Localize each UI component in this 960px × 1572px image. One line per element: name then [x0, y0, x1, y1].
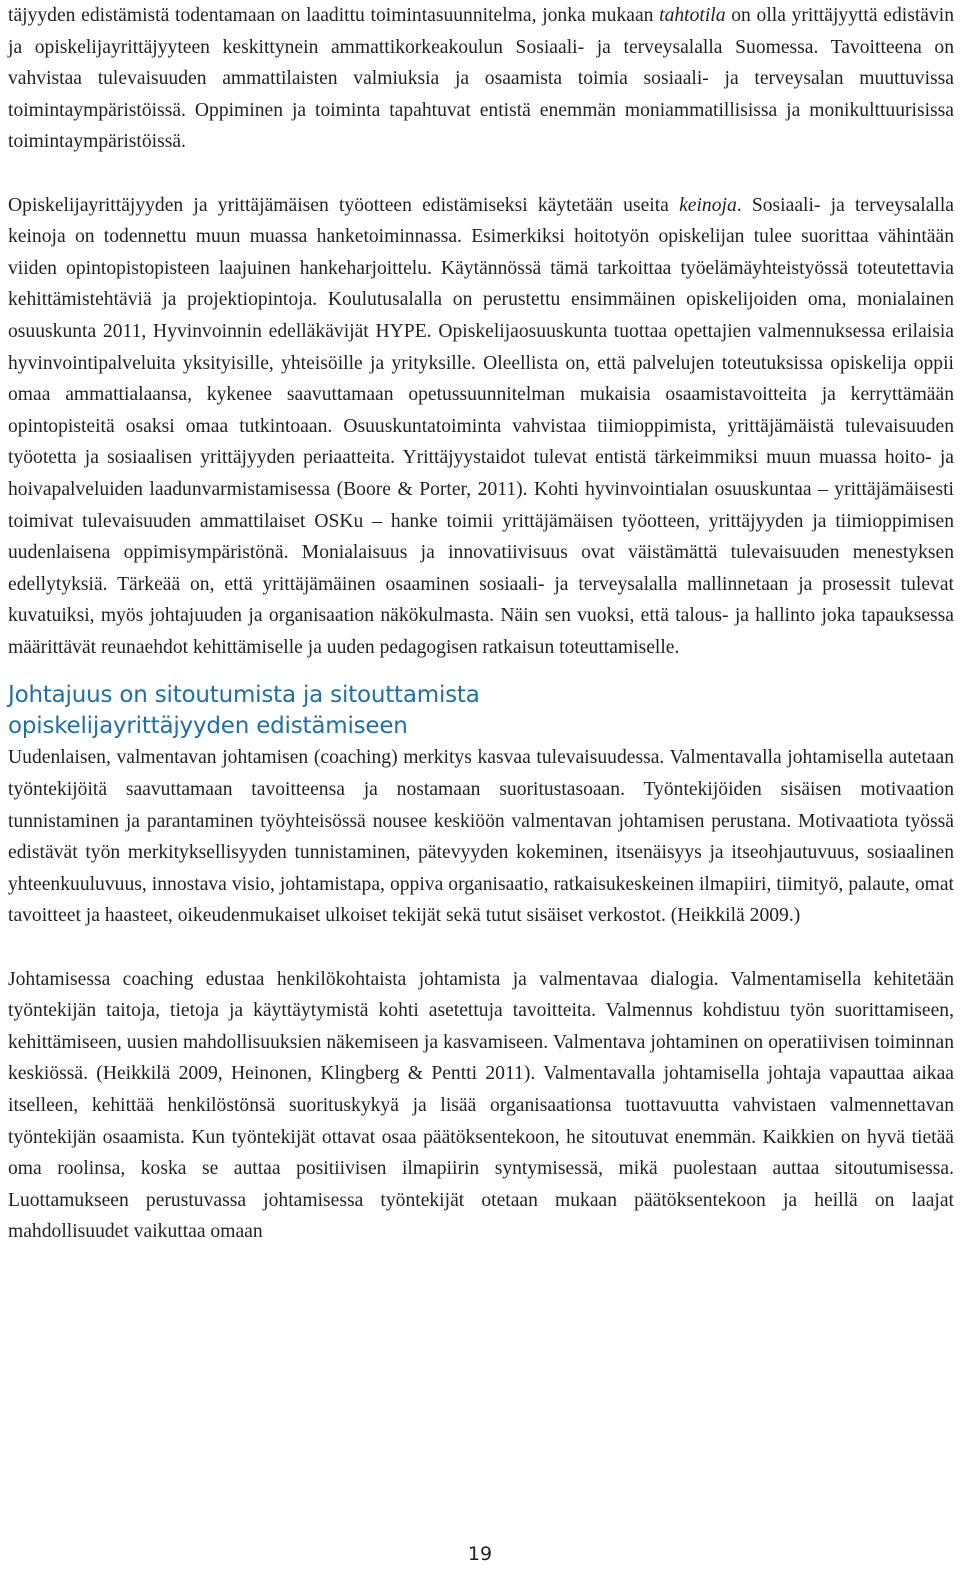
emphasis-tahtotila: tahtotila	[659, 5, 726, 26]
section-heading-line-1: Johtajuus on sitoutumista ja sitouttamista	[8, 682, 480, 709]
page-number: 19	[467, 1543, 493, 1565]
paragraph-gap	[8, 932, 954, 964]
paragraph-gap	[8, 158, 954, 190]
section-heading-line-2: opiskelijayrittäjyyden edistämiseen	[8, 713, 408, 740]
paragraph-1: täjyyden edistämistä todentamaan on laadittu toimintasuunnitelma, jonka mukaan tahtotila on olla yrittäjyyttä edistävin ja opiskelijayrittäjyyteen keskittynein ammattikorkeakoulun Sosiaali- ja terveysalalla Suomessa. Tavoitteena on vahvistaa tulevaisuuden ammattilaisten valmiuksia ja osaamista toimia sosiaali- ja terveysalan muuttuvissa toimintaympäristöissä. Oppiminen ja toiminta tapahtuvat entistä enemmän moniammatillisissa ja monikulttuurisissa toimintaympäristöissä.	[8, 5, 955, 153]
paragraph-4: Johtamisessa coaching edustaa henkilökohtaista johtamista ja valmentavaa dialogia. Valmentamisella kehitetään työntekijän taitoja, tietoja ja käyttäytymistä kohti asetettuja tavoitteita. Valmennus kohdistuu työn suorittamiseen, kehittämiseen, uusien mahdollisuuksien näkemiseen ja kasvamiseen. Valmentava johtaminen on operatiivisen toiminnan keskiössä. (Heikkilä 2009, Heinonen, Klingberg & Pentti 2011). Valmentavalla johtamisella johtaja vapauttaa aikaa itselleen, kehittää henkilöstönsä suorituskykyä ja lisää organisaationsa tuottavuutta vahvistaen valmennettavan työntekijän osaamista. Kun työntekijät ottavat osaa päätöksentekoon, he sitoutuvat enemmän. Kaikkien on hyvä tietää oma roolinsa, koska se auttaa positiivisen ilmapiirin syntymisessä, mikä puolestaan auttaa sitoutumisessa. Luottamukseen perustuvassa johtamisessa työntekijät otetaan mukaan päätöksentekoon ja heillä on laajat mahdollisuudet vaikuttaa omaan	[8, 968, 954, 1243]
paragraph-3: Uudenlaisen, valmentavan johtamisen (coaching) merkitys kasvaa tulevaisuudessa. Valmentavalla johtamisella autetaan työntekijöitä saavuttamaan tavoitteensa ja nostamaan suoritustasoaan. Työntekijöiden sisäisen motivaation tunnistaminen ja parantaminen työyhteisössä nousee keskiöön valmentavan johtamisen perustana. Motivaatiota työssä edistävät työn merkityksellisyyden tunnistaminen, pätevyyden kokeminen, itsenäisyys ja itseohjautuvuus, sosiaalinen yhteenkuuluvuus, innostava visio, johtamistapa, oppiva organisaatio, ratkaisukeskeinen ilmapiiri, tiimityö, palaute, omat tavoitteet ja haasteet, oikeudenmukaiset ulkoiset tekijät sekä tutut sisäiset verkostot. (Heikkilä 2009.)	[8, 747, 954, 927]
paragraph-2: Opiskelijayrittäjyyden ja yrittäjämäisen työotteen edistämiseksi käytetään useita keinoja. Sosiaali- ja terveysalalla keinoja on todennettu muun muassa hanketoiminnassa. Esimerkiksi hoitotyön opiskelijan tulee suorittaa vähintään viiden opintopistopisteen laajuinen hankeharjoittelu. Käytännössä tämä tarkoittaa työelämäyhteistyössä toteutettavia kehittämistehtäviä ja projektiopintoja. Koulutusalalla on perustettu ensimmäinen opiskelijoiden oma, monialainen osuuskunta 2011, Hyvinvoinnin edelläkävijät HYPE. Opiskelijaosuuskunta tuottaa opettajien valmennuksessa erilaisia hyvinvointipalveluita yksityisille, yhteisöille ja yrityksille. Oleellista on, että palvelujen toteutuksissa opiskelija oppii omaa ammattialaansa, kykenee saavuttamaan opetussuunnitelman mukaisia osaamistavoitteita ja kerryttämään opintopisteitä osaksi omaa tutkintoaan. Osuuskuntatoiminta vahvistaa tiimioppimista, yrittäjämäistä tulevaisuuden työotetta ja sosiaalisen yrittäjyyden periaatteita. Yrittäjyystaidot tulevat entistä tärkeimmiksi muun muassa hoito- ja hoivapalveluiden laadunvarmistamisessa (Boore & Porter, 2011). Kohti hyvinvointialan osuuskuntaa – yrittäjämäisesti toimivat tulevaisuuden ammattilaiset OSKu – hanke toimii yrittäjämäisen työotteen, yrittäjyyden ja tiimioppimisen uudenlaisena oppimisympäristönä. Monialaisuus ja innovatiivisuus ovat väistämättä tulevaisuuden menestyksen edellytyksiä. Tärkeää on, että yrittäjämäinen osaaminen sosiaali- ja terveysalalla mallinnetaan ja prosessit tulevat kuvatuiksi, myös johtajuuden ja organisaation näkökulmasta. Näin sen vuoksi, että talous- ja hallinto joka tapauksessa määrittävät reunaehdot kehittämiselle ja uuden pedagogisen ratkaisun toteuttamiselle.	[8, 194, 954, 658]
section-heading	[8, 680, 954, 742]
emphasis-keinoja: keinoja	[679, 194, 737, 216]
document-page	[8, 0, 954, 1248]
